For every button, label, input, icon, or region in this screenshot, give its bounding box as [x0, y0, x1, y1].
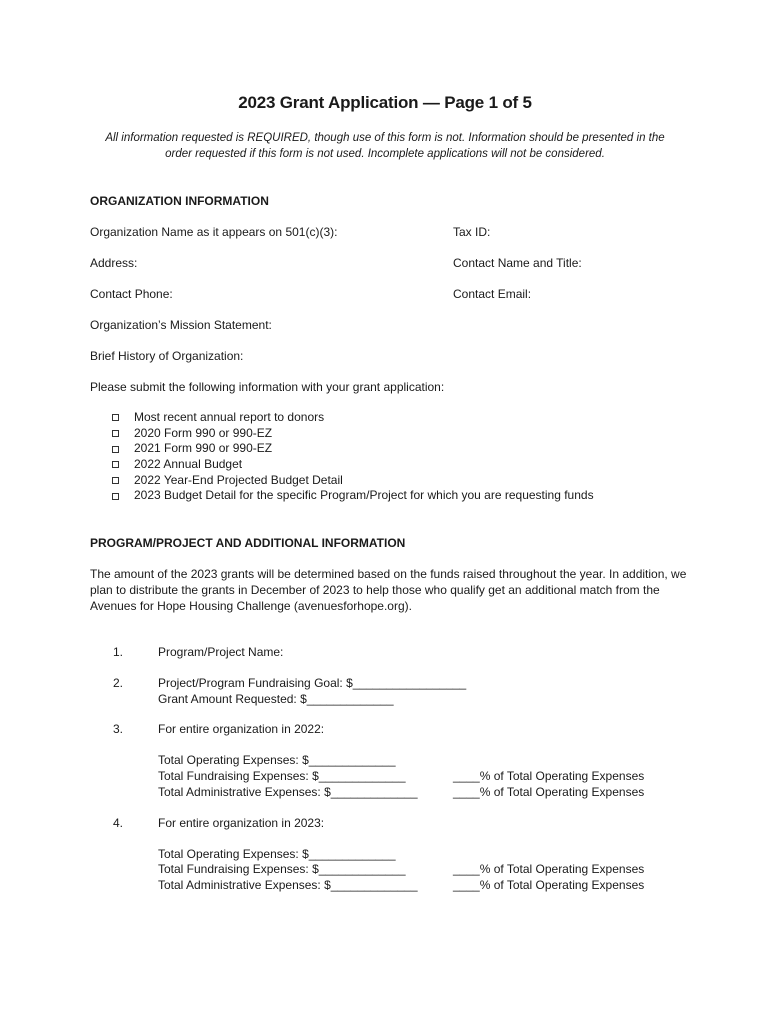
checklist-item: 2021 Form 990 or 990-EZ [112, 441, 594, 457]
checklist-item: 2020 Form 990 or 990-EZ [112, 426, 594, 442]
tax-id-label: Tax ID: [453, 225, 491, 239]
checklist-item: 2023 Budget Detail for the specific Program/Project for which you are requesting funds [112, 488, 594, 504]
item-number: 4. [113, 816, 124, 830]
org-name-label: Organization Name as it appears on 501(c)(3): [90, 225, 338, 239]
fundraising-expenses-2022: Total Fundraising Expenses: $_____________ [158, 769, 406, 783]
mission-label: Organization’s Mission Statement: [90, 318, 272, 332]
page-title: 2023 Grant Application — Page 1 of 5 [238, 93, 532, 112]
operating-expenses-2023: Total Operating Expenses: $_____________ [158, 847, 396, 861]
item-number: 1. [113, 645, 124, 659]
program-section-heading: PROGRAM/PROJECT AND ADDITIONAL INFORMATION [90, 536, 406, 550]
document-checklist [112, 410, 594, 504]
org-2022-label: For entire organization in 2022: [158, 722, 325, 736]
fundraising-pct-2023: ____% of Total Operating Expenses [453, 862, 645, 876]
admin-pct-2022: ____% of Total Operating Expenses [453, 785, 645, 799]
operating-expenses-2022: Total Operating Expenses: $_____________ [158, 753, 396, 767]
org-2023-label: For entire organization in 2023: [158, 816, 325, 830]
intro-text: All information requested is REQUIRED, though use of this form is not. Information should be presented in the order requested if this form is not used. Incomplete applications will not be considered. [105, 132, 665, 160]
checkbox[interactable] [112, 414, 119, 421]
fundraising-expenses-2023: Total Fundraising Expenses: $_____________ [158, 862, 406, 876]
submit-instructions: Please submit the following information with your grant application: [90, 380, 445, 394]
org-section-heading: ORGANIZATION INFORMATION [90, 194, 269, 208]
admin-expenses-2022: Total Administrative Expenses: $_____________ [158, 785, 418, 799]
contact-phone-label: Contact Phone: [90, 287, 173, 301]
contact-name-label: Contact Name and Title: [453, 256, 582, 270]
fundraising-pct-2022: ____% of Total Operating Expenses [453, 769, 645, 783]
item-number: 3. [113, 722, 124, 736]
fundraising-goal-label: Project/Program Fundraising Goal: $_________________ [158, 676, 467, 690]
program-paragraph: The amount of the 2023 grants will be determined based on the funds raised throughout the year. In addition, we plan to distribute the grants in December of 2023 to help those who qualify get an additional match from the Avenues for Hope Housing Challenge (avenuesforhope.org). [90, 567, 687, 613]
checklist-item: Most recent annual report to donors [112, 410, 594, 426]
checkbox[interactable] [112, 461, 119, 468]
checkbox[interactable] [112, 430, 119, 437]
checkbox[interactable] [112, 493, 119, 500]
program-name-label: Program/Project Name: [158, 645, 284, 659]
grant-amount-label: Grant Amount Requested: $_____________ [158, 692, 394, 706]
checklist-item: 2022 Annual Budget [112, 457, 594, 473]
contact-email-label: Contact Email: [453, 287, 532, 301]
item-number: 2. [113, 676, 124, 690]
admin-pct-2023: ____% of Total Operating Expenses [453, 878, 645, 892]
checkbox[interactable] [112, 446, 119, 453]
history-label: Brief History of Organization: [90, 349, 244, 363]
checklist-item: 2022 Year-End Projected Budget Detail [112, 473, 594, 489]
checkbox[interactable] [112, 477, 119, 484]
admin-expenses-2023: Total Administrative Expenses: $_____________ [158, 878, 418, 892]
address-label: Address: [90, 256, 138, 270]
